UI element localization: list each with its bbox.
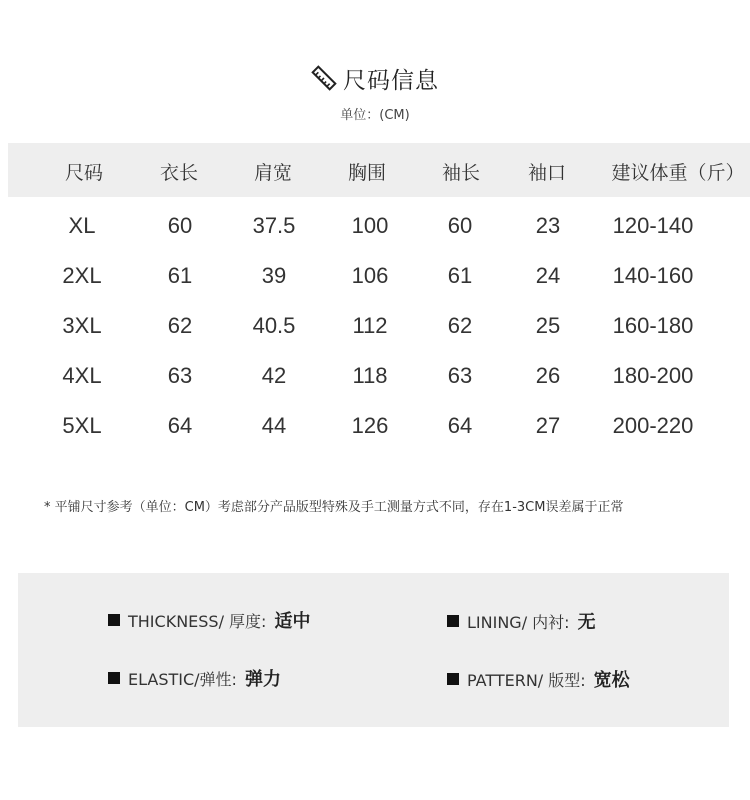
measurement-note: * 平铺尺寸参考（单位：CM）考虑部分产品版型特殊及手工测量方式不同，存在1-3CM误差属于正常 [44, 500, 624, 515]
cell-weight: 120-140 [612, 213, 694, 238]
header-chest: 胸围 [347, 162, 387, 184]
attribute-lining [447, 608, 596, 634]
cell-cuff: 23 [535, 213, 561, 238]
header-sleeve: 袖长 [441, 162, 481, 184]
attribute-value: 无 [577, 612, 596, 633]
cell-cuff: 25 [535, 313, 561, 338]
cell-shoulder: 39 [261, 263, 287, 288]
header-cuff: 袖口 [527, 162, 567, 184]
cell-size: 5XL [62, 413, 102, 438]
square-bullet-icon [108, 672, 120, 684]
cell-sleeve: 62 [447, 313, 473, 338]
header-weight: 建议体重（斤） [611, 162, 745, 184]
cell-chest: 112 [352, 313, 388, 338]
attribute-label: ELASTIC/弹性: [128, 669, 237, 689]
cell-length: 61 [167, 263, 193, 288]
cell-length: 62 [167, 313, 193, 338]
header-shoulder: 肩宽 [253, 162, 293, 184]
cell-length: 64 [167, 413, 193, 438]
attributes-panel [18, 573, 729, 727]
cell-cuff: 27 [535, 413, 561, 438]
cell-sleeve: 60 [447, 213, 473, 238]
cell-sleeve: 61 [447, 263, 473, 288]
cell-weight: 200-220 [612, 413, 694, 438]
title-row [0, 60, 750, 96]
ruler-icon [311, 65, 337, 91]
table-body [8, 197, 750, 457]
table-row [8, 413, 750, 453]
size-table [8, 143, 750, 457]
cell-chest: 126 [351, 413, 389, 438]
cell-shoulder: 44 [261, 413, 287, 438]
cell-shoulder: 40.5 [252, 313, 296, 338]
cell-cuff: 26 [535, 363, 561, 388]
cell-sleeve: 63 [447, 363, 473, 388]
square-bullet-icon [447, 615, 459, 627]
cell-weight: 140-160 [612, 263, 694, 288]
cell-shoulder: 37.5 [252, 213, 296, 238]
attribute-elastic [108, 665, 281, 691]
attribute-value: 弹力 [244, 669, 281, 690]
attribute-pattern [447, 666, 630, 692]
cell-sleeve: 64 [447, 413, 473, 438]
cell-shoulder: 42 [261, 363, 287, 388]
cell-size: 4XL [62, 363, 102, 388]
page-title: 尺码信息 [343, 67, 439, 94]
table-row [8, 363, 750, 403]
cell-chest: 118 [352, 363, 388, 388]
cell-size: 2XL [62, 263, 102, 288]
square-bullet-icon [108, 614, 120, 626]
header-size: 尺码 [64, 162, 104, 184]
cell-weight: 180-200 [612, 363, 694, 388]
cell-size: XL [68, 213, 96, 238]
cell-weight: 160-180 [612, 313, 694, 338]
cell-size: 3XL [62, 313, 102, 338]
cell-length: 63 [167, 363, 193, 388]
unit-label: 单位：(CM) [340, 108, 410, 123]
attribute-label: PATTERN/ 版型: [467, 670, 586, 690]
square-bullet-icon [447, 673, 459, 685]
attribute-thickness [108, 607, 310, 633]
cell-length: 60 [167, 213, 193, 238]
cell-cuff: 24 [535, 263, 561, 288]
cell-chest: 106 [351, 263, 389, 288]
attribute-label: THICKNESS/ 厚度: [128, 611, 267, 631]
table-row [8, 263, 750, 303]
header-length: 衣长 [159, 162, 199, 184]
attribute-label: LINING/ 内衬: [467, 612, 570, 632]
attribute-value: 适中 [274, 611, 311, 632]
table-row [8, 213, 750, 253]
table-header [8, 143, 750, 197]
attribute-value: 宽松 [593, 670, 630, 691]
cell-chest: 100 [351, 213, 389, 238]
table-row [8, 313, 750, 353]
